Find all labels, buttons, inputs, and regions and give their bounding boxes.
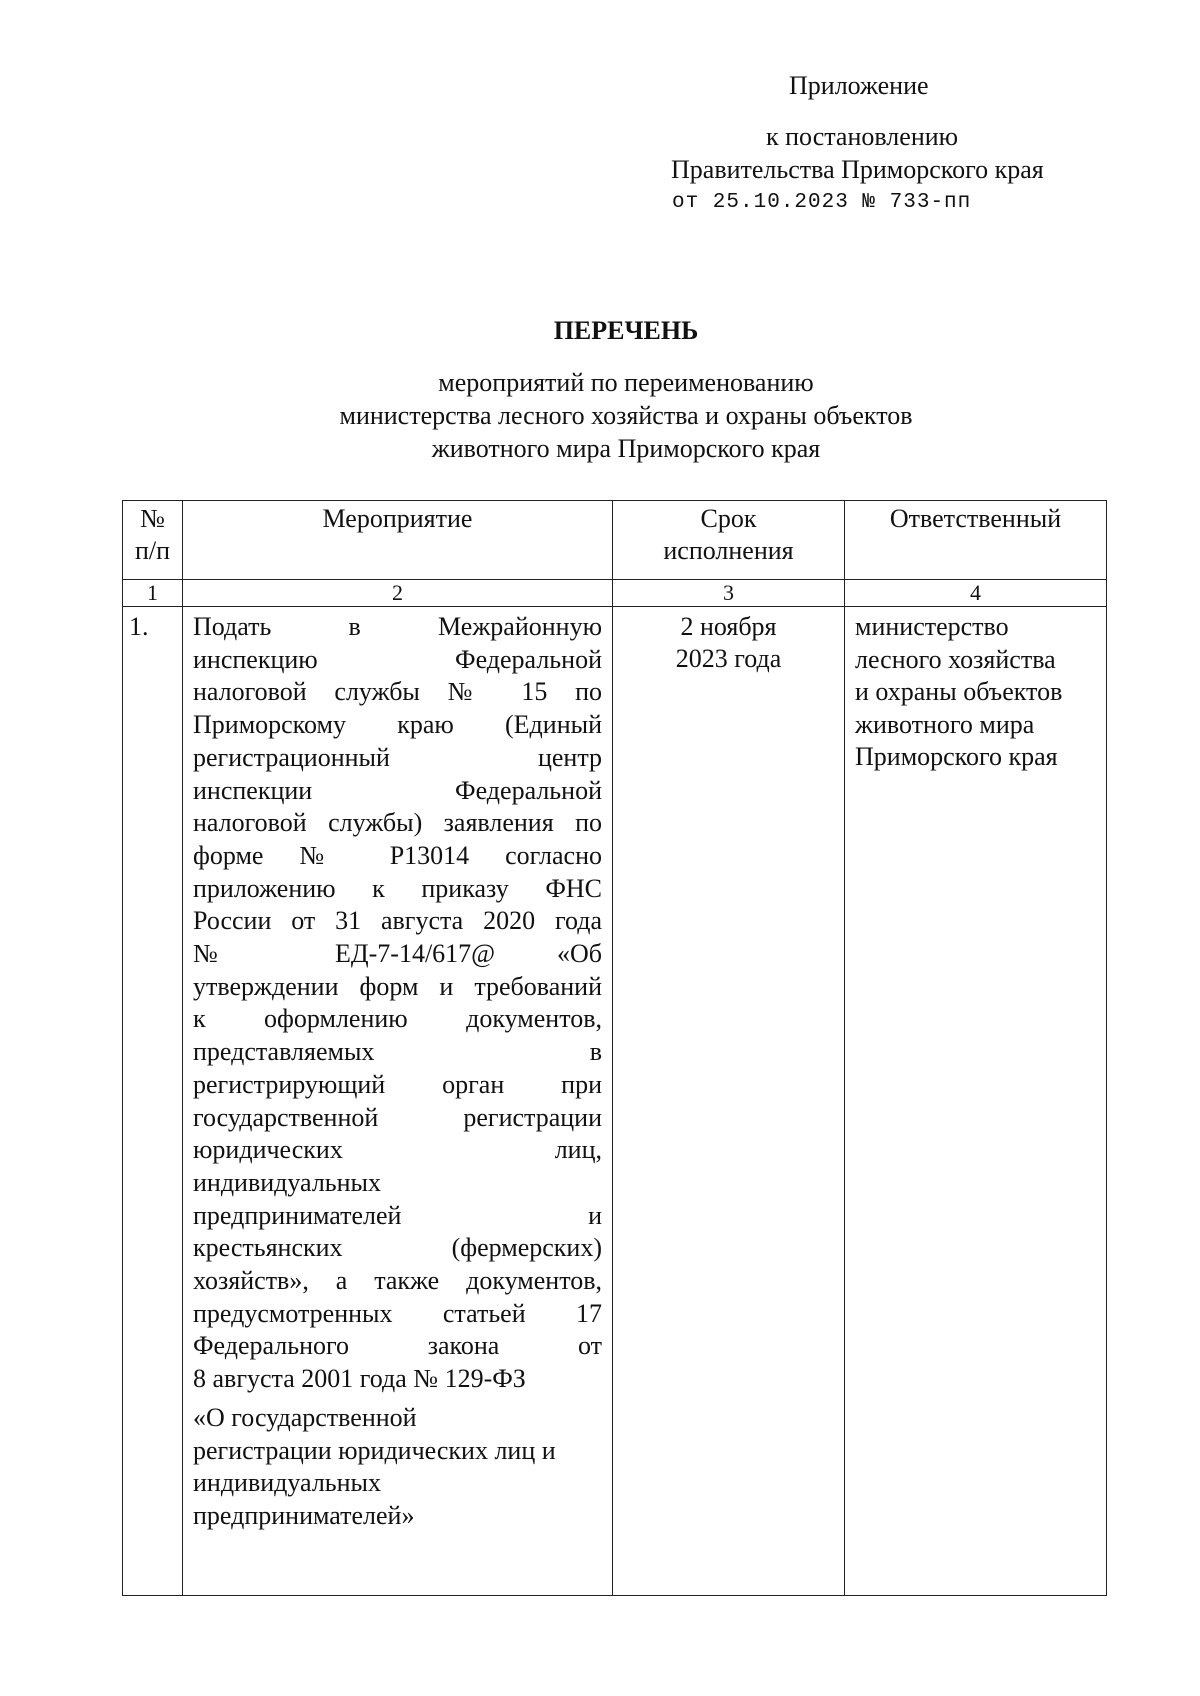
event-line: хозяйств», а также документов, [193,1266,602,1296]
event-line: регистрирующий орган при [193,1069,602,1099]
event-line: представляемых в [193,1037,602,1067]
event-line: 8 августа 2001 года № 129-ФЗ [193,1364,526,1394]
event-line: предусмотренных статьей 17 [193,1298,602,1328]
header-term [613,501,845,580]
event-line: приложению к приказу ФНС [193,873,602,903]
resp-line: животного мира [855,709,1035,739]
col-number: 3 [613,580,845,607]
resp-line: лесного хозяйства [855,644,1056,674]
col-number: 1 [123,580,183,607]
event-line: Подать в Межрайонную [193,612,602,641]
column-numbers-row [123,580,1107,607]
event-line: индивидуальных [193,1468,382,1498]
event-line: Федерального закона от [193,1331,602,1361]
annex-date-number: от 25.10.2023 № 733-пп [672,191,972,214]
event-line: Приморскому краю (Единый [193,710,602,740]
header-term-line: исполнения [663,536,794,565]
annex-block [0,0,1200,230]
row-num: 1. [123,607,183,1596]
event-line: юридических лиц, [193,1135,602,1165]
event-line: инспекцию Федеральной [193,644,602,674]
subtitle-line: мероприятий по переименованию [438,368,814,397]
annex-government: Правительства Приморского края [671,155,1044,184]
event-line: индивидуальных [193,1167,382,1197]
header-num [123,501,183,580]
event-line: регистрационный центр [193,742,602,772]
resp-line: и охраны объектов [855,677,1063,706]
event-line: утверждении форм и требований [193,971,602,1001]
measures-table [122,500,1107,1596]
event-line: к оформлению документов, [193,1004,602,1034]
document-subtitle [0,366,1200,465]
resp-line: Приморского края [855,742,1058,771]
term-line: 2023 года [675,644,782,673]
table-header-row [123,501,1107,580]
table-row [123,607,1107,1596]
event-line: № ЕД-7-14/617@ «Об [193,939,602,969]
event-line: «О государственной [193,1402,417,1432]
row-responsible [845,607,1107,1596]
subtitle-line: животного мира Приморского края [431,434,821,463]
event-line: крестьянских (фермерских) [193,1233,602,1263]
resp-line: министерство [855,612,1009,641]
term-line: 2 ноября [680,612,777,641]
subtitle-line: министерства лесного хозяйства и охраны объектов [339,401,913,430]
row-term [613,607,845,1596]
header-event [183,501,613,580]
event-line: форме № Р13014 согласно [193,840,602,870]
col-number: 2 [183,580,613,607]
document-title: ПЕРЕЧЕНЬ [553,316,699,345]
event-line: России от 31 августа 2020 года [193,906,602,936]
annex-label: Приложение [789,71,929,100]
event-line: налоговой службы № 15 по [193,677,602,707]
header-term-line: Срок [700,504,757,533]
annex-to-resolution: к постановлению [766,122,959,151]
row-event [183,607,613,1596]
event-line: налоговой службы) заявления по [193,808,602,838]
event-line: государственной регистрации [193,1102,602,1132]
event-line: предпринимателей» [193,1500,415,1530]
event-line: регистрации юридических лиц и [193,1435,556,1465]
event-line: предпринимателей и [193,1200,602,1230]
header-num-line: № [140,504,165,533]
event-line: инспекции Федеральной [193,775,602,805]
header-resp-label: Ответственный [889,504,1062,533]
header-num-line: п/п [134,536,171,565]
col-number: 4 [845,580,1107,607]
header-resp [845,501,1107,580]
header-event-label: Мероприятие [322,504,473,533]
